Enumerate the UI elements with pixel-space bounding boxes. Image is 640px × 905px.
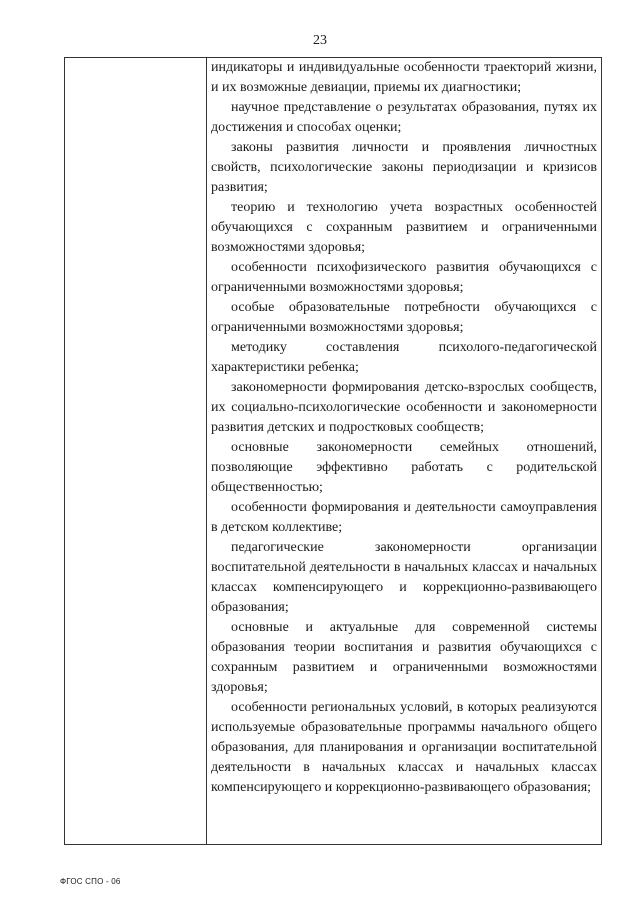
column-divider	[206, 58, 207, 844]
page-number: 23	[313, 33, 327, 48]
knowledge-item: педагогические закономерности организации воспитательной деятельности в начальных классах и начальных классах компенсирующего и коррекционно-развивающего образования;	[211, 540, 597, 615]
knowledge-item: основные закономерности семейных отношений, позволяющие эффективно работать с родительской общественностью;	[211, 440, 597, 495]
knowledge-item: индикаторы и индивидуальные особенности траекторий жизни, и их возможные девиации, приемы их диагностики;	[211, 60, 597, 95]
knowledge-item: теорию и технологию учета возрастных особенностей обучающихся с сохранным развитием и ограниченными возможностями здоровья;	[211, 200, 597, 255]
knowledge-item: закономерности формирования детско-взрослых сообществ, их социально-психологические особенности и закономерности развития детских и подростковых сообществ;	[211, 380, 597, 435]
knowledge-item: законы развития личности и проявления личностных свойств, психологические законы периодизации и кризисов развития;	[211, 140, 597, 195]
knowledge-item: основные и актуальные для современной системы образования теории воспитания и развития обучающихся с сохранным развитием и ограниченными возможностями здоровья;	[211, 620, 597, 695]
knowledge-item: особенности формирования и деятельности самоуправления в детском коллективе;	[211, 500, 597, 535]
knowledge-item: методику составления психолого-педагогической характеристики ребенка;	[211, 340, 597, 375]
table-content-cell	[211, 58, 597, 844]
content-table	[64, 57, 602, 845]
table-left-cell	[65, 58, 206, 844]
knowledge-item: особенности региональных условий, в которых реализуются используемые образовательные программы начального общего образования, для планирования и организации воспитательной деятельности в начальных классах и начальных классах компенсирующего и коррекционно-развивающего образования;	[211, 700, 597, 795]
knowledge-item: особые образовательные потребности обучающихся с ограниченными возможностями здоровья;	[211, 300, 597, 335]
knowledge-item: особенности психофизического развития обучающихся с ограниченными возможностями здоровья;	[211, 260, 597, 295]
knowledge-item: научное представление о результатах образования, путях их достижения и способах оценки;	[211, 100, 597, 135]
document-footer: ФГОС СПО - 06	[60, 877, 121, 886]
